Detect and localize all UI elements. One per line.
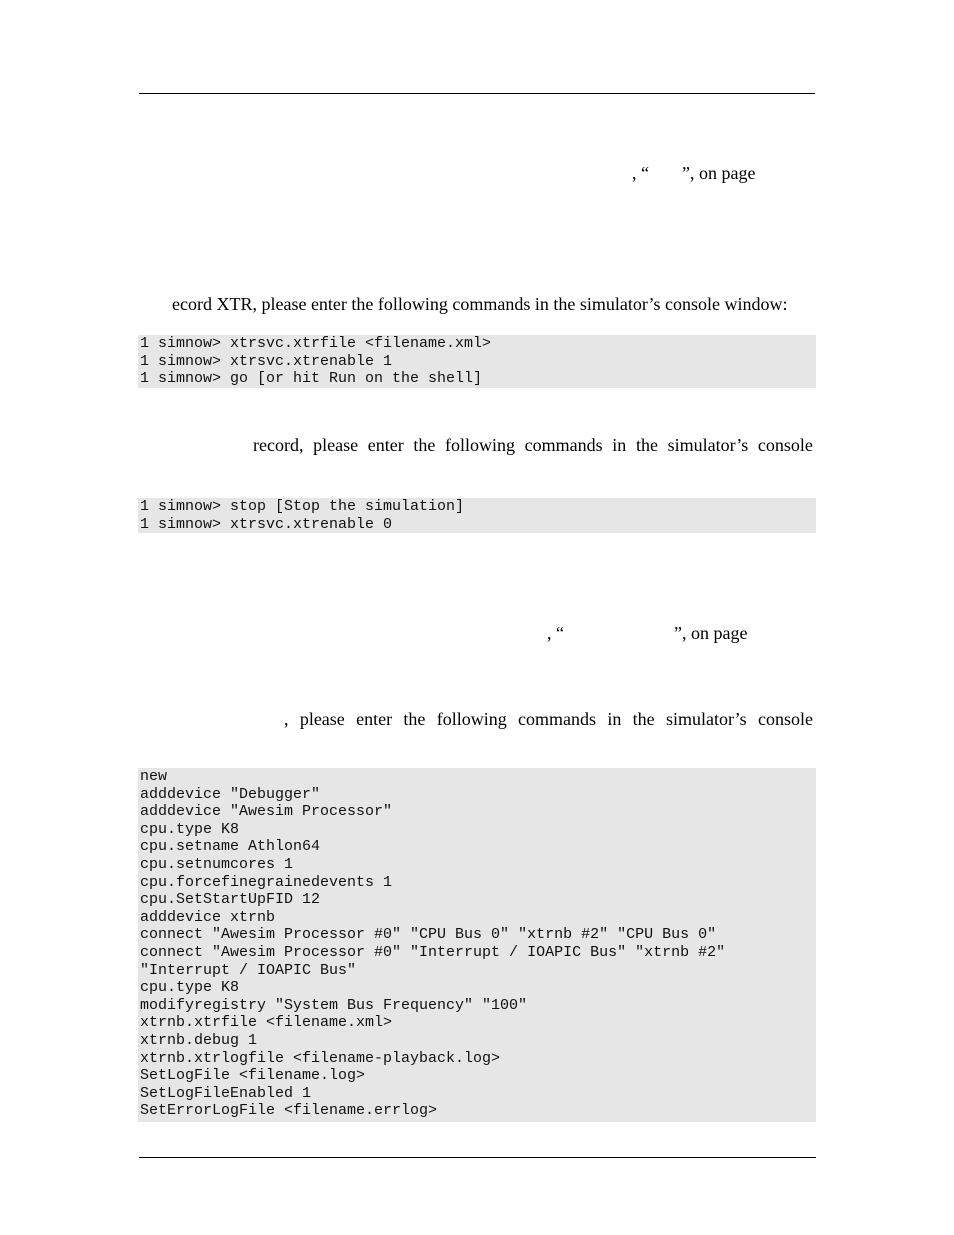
p3-line bbox=[253, 434, 813, 456]
p4-fragment-quote-open: , “ bbox=[547, 623, 564, 643]
word: following bbox=[436, 709, 507, 729]
word: commands bbox=[518, 709, 597, 729]
word: following bbox=[445, 435, 515, 455]
word: commands bbox=[524, 435, 603, 455]
code-line: cpu.type K8 bbox=[140, 820, 240, 838]
code-line: SetLogFile <filename.log> bbox=[140, 1067, 366, 1085]
code-line: cpu.type K8 bbox=[140, 979, 240, 997]
code-line: cpu.setname Athlon64 bbox=[140, 838, 321, 856]
code-line: cpu.setnumcores 1 bbox=[140, 855, 294, 873]
code-line: 1 simnow> xtrsvc.xtrenable 0 bbox=[140, 515, 393, 533]
code-line: modifyregistry "System Bus Frequency" "100" bbox=[140, 996, 528, 1014]
code-line: cpu.SetStartUpFID 12 bbox=[140, 891, 321, 909]
code-block-2 bbox=[138, 498, 816, 533]
code-line: xtrnb.xtrfile <filename.xml> bbox=[140, 1014, 393, 1032]
code-line: xtrnb.debug 1 bbox=[140, 1031, 258, 1049]
word: simulator’s bbox=[667, 435, 749, 455]
p5-line bbox=[284, 708, 813, 730]
word: please bbox=[299, 709, 345, 729]
header-rule bbox=[139, 93, 815, 94]
word: please bbox=[313, 435, 359, 455]
p4-fragment-on-page: ”, on page bbox=[674, 623, 748, 643]
word: simulator’s bbox=[665, 709, 747, 729]
code-line: 1 simnow> xtrsvc.xtrfile <filename.xml> bbox=[140, 335, 492, 352]
word: record, bbox=[253, 435, 304, 455]
code-block-1 bbox=[138, 335, 816, 388]
footer-rule bbox=[139, 1157, 816, 1158]
p2-text: ecord XTR, please enter the following commands in the simulator’s console window: bbox=[172, 294, 788, 314]
word: console bbox=[757, 709, 813, 729]
word: the bbox=[413, 435, 436, 455]
code-line: connect "Awesim Processor #0" "CPU Bus 0" "xtrnb #2" "CPU Bus 0" bbox=[140, 926, 717, 944]
code-line: xtrnb.xtrlogfile <filename-playback.log> bbox=[140, 1049, 501, 1067]
code-line: adddevice "Awesim Processor" bbox=[140, 803, 393, 821]
word: enter bbox=[356, 709, 393, 729]
code-line: "Interrupt / IOAPIC Bus" bbox=[140, 961, 357, 979]
code-line: 1 simnow> go [or hit Run on the shell] bbox=[140, 370, 483, 388]
code-block-3 bbox=[138, 768, 816, 1122]
code-line: connect "Awesim Processor #0" "Interrupt / IOAPIC Bus" "xtrnb #2" bbox=[140, 943, 726, 961]
p1-fragment-on-page: ”, on page bbox=[682, 163, 756, 183]
code-line: cpu.forcefinegrainedevents 1 bbox=[140, 873, 393, 891]
word: the bbox=[403, 709, 426, 729]
code-line: 1 simnow> xtrsvc.xtrenable 1 bbox=[140, 352, 393, 370]
code-line: SetErrorLogFile <filename.errlog> bbox=[140, 1102, 438, 1120]
word: the bbox=[635, 435, 658, 455]
word: the bbox=[632, 709, 655, 729]
word: in bbox=[612, 435, 627, 455]
code-line: adddevice xtrnb bbox=[140, 908, 276, 926]
code-line: SetLogFileEnabled 1 bbox=[140, 1084, 312, 1102]
code-line: 1 simnow> stop [Stop the simulation] bbox=[140, 498, 465, 515]
code-line: new bbox=[140, 768, 168, 785]
word: enter bbox=[367, 435, 404, 455]
p1-fragment-quote-open: , “ bbox=[632, 163, 649, 183]
code-line: adddevice "Debugger" bbox=[140, 785, 321, 803]
word: in bbox=[607, 709, 622, 729]
word: , bbox=[284, 709, 289, 729]
word: console bbox=[757, 435, 813, 455]
